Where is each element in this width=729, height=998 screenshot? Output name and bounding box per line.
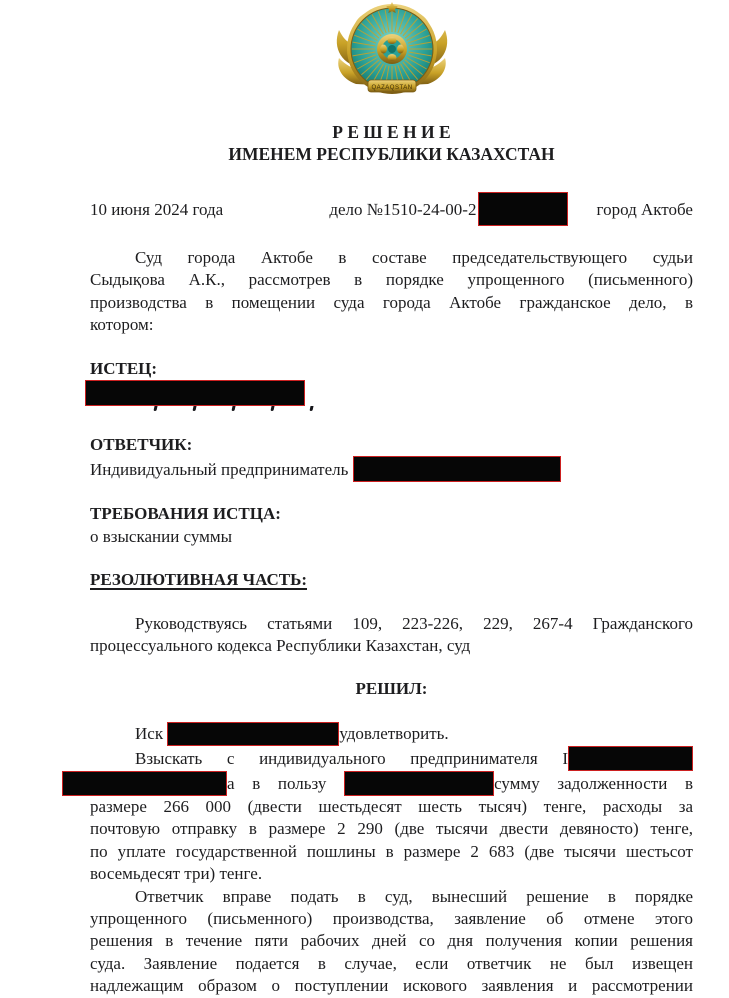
guided-by-paragraph [90, 613, 693, 658]
defendant-section [90, 434, 693, 482]
claims-section-label: ТРЕБОВАНИЯ ИСТЦА: [90, 504, 281, 524]
document-body [90, 247, 693, 998]
text-line: процессуального кодекса Республики Казахстан, суд [90, 636, 471, 656]
city-name: город Актобе [596, 200, 693, 219]
text-line: почтовую отправку в размере 2 290 (две тысячи двести девяносто) тенге, [90, 819, 693, 839]
text-line: восемьдесят три) тенге. [90, 864, 263, 884]
emblem-container [90, 2, 693, 104]
text-line: по уплате государственной пошлины в размере 2 683 (две тысячи шестьсот [90, 841, 693, 861]
redaction-bar [353, 456, 561, 482]
resolution-part-heading: РЕЗОЛЮТИВНАЯ ЧАСТЬ: [90, 570, 308, 590]
redaction-bar [85, 380, 305, 406]
text-line: о взыскании суммы [90, 526, 233, 546]
claims-section [90, 503, 693, 548]
appeal-paragraph [90, 886, 693, 998]
decided-heading: РЕШИЛ: [355, 679, 428, 699]
redaction-bar [344, 771, 494, 796]
document-title [90, 121, 693, 165]
redaction-bar [478, 192, 568, 226]
title-decision: Р Е Ш Е Н И Е [332, 122, 451, 142]
case-number [329, 192, 568, 226]
plaintiff-section-label: ИСТЕЦ: [90, 358, 158, 378]
text-line: Ответчик вправе подать в суд, вынесший решение в порядке [135, 886, 693, 906]
text-line: Иск удовлетворить. [90, 722, 693, 746]
kazakhstan-coat-of-arms-icon [330, 2, 454, 102]
case-number-text: дело №1510-24-00-2 [329, 200, 477, 219]
text-line: котором: [90, 315, 154, 335]
text-line: суда. Заявление подается в случае, если ответчик не был извещен [90, 953, 693, 973]
redaction-descender-marks [90, 406, 693, 413]
text-line: упрощенного (письменного) производства, заявление об отмене этого [90, 908, 693, 928]
redaction-bar [167, 722, 339, 746]
text-line: производства в помещении суда города Актобе гражданское дело, в [90, 292, 693, 312]
title-in-the-name: ИМЕНЕМ РЕСПУБЛИКИ КАЗАХСТАН [228, 144, 555, 164]
text-line: Индивидуальный предприниматель [90, 456, 693, 482]
plaintiff-section [90, 358, 693, 413]
text-line: размере 266 000 (двести шестьдесят шесть тысяч) тенге, расходы за [90, 796, 693, 816]
redaction-bar [568, 746, 693, 771]
text-line: Взыскать с индивидуального предпринимателя І [90, 746, 693, 771]
text-line: Суд города Актобе в составе председательствующего судьи [135, 248, 693, 267]
text-line: надлежащим образом о поступлении искового заявления и рассмотрении [90, 976, 693, 996]
case-header-line [90, 192, 693, 226]
text-line: а в пользу сумму задолженности в [90, 771, 693, 796]
decision-date: 10 июня 2024 года [90, 200, 224, 219]
redaction-bar [62, 771, 227, 796]
decision-paragraph [90, 722, 693, 886]
defendant-section-label: ОТВЕТЧИК: [90, 435, 193, 455]
text-line: Руководствуясь статьями 109, 223-226, 229, 267-4 Гражданского [135, 613, 693, 633]
text-line: решения в течение пяти рабочих дней со дня получения копии решения [90, 931, 693, 951]
text-line: Сыдықова А.К., рассмотрев в порядке упрощенного (письменного) [90, 270, 693, 290]
intro-paragraph [90, 247, 693, 337]
text-line [90, 380, 693, 406]
emblem-banner-text: QAZAQSTAN [370, 85, 413, 91]
